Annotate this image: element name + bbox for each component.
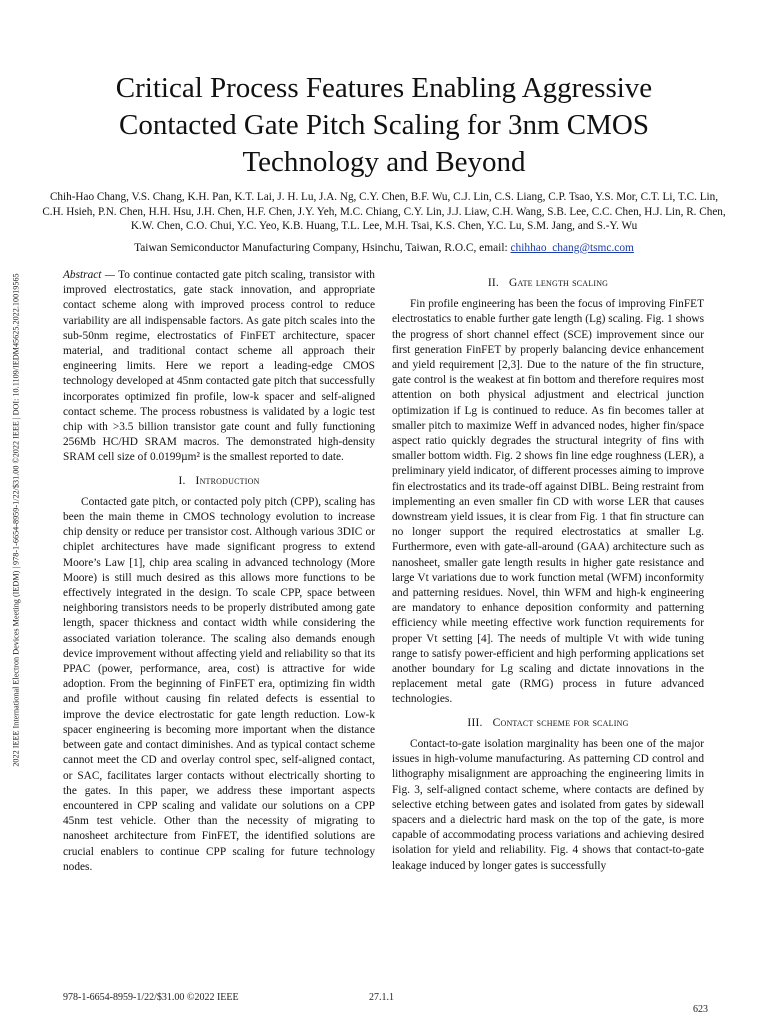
section-number: I.: [178, 474, 186, 487]
left-column: [63, 268, 375, 875]
section-title: Contact scheme for scaling: [492, 716, 629, 729]
abstract-label: Abstract —: [63, 269, 115, 281]
abstract-paragraph: [63, 268, 375, 466]
author-list: Chih-Hao Chang, V.S. Chang, K.H. Pan, K.T. Lai, J. H. Lu, J.A. Ng, C.Y. Chen, B.F. Wu, C.J. Lin, C.S. Liang, C.P. Tsao, Y.S. Mor, C.T. Li, T.C. Lin, C.H. Hsieh, P.N. Chen, H.H. Hsu, J.H. Chen, H.F. Chen, J.Y. Yeh, M.C. Chiang, C.Y. Lin, J.J. Liaw, C.H. Wang, S.B. Lee, C.C. Chen, H.J. Lin, R. Chen, K.W. Chen, C.O. Chui, Y.C. Yeo, K.B. Huang, T.L. Lee, M.H. Tsai, K.S. Chen, Y.C. Lu, S.M. Jang, and S.-Y. Wu: [42, 191, 726, 232]
gate-length-paragraph: Fin profile engineering has been the focus of improving FinFET electrostatics to enable further gate length (Lg) scaling. Fig. 1 shows the progress of short channel effect (SCE) improvement since our first generation FinFET by properly balancing device enhancement and yield requirement [2,3]. Due to the nature of the fin structure, gate control is the weakest at fin bottom and therefore requires most attention on both physical adjustment and electrical junction optimization if Lg is continued to reduce. As fin becomes taller at smaller pitch to maximize Weff in advanced nodes, higher fin/space aspect ratio quickly degrades the structural integrity of fins with smaller bottom width. Fig. 2 shows fin line edge roughness (LER), a preliminary yield indicator, of different processes aiming to improve fin electrostatics and its trade-off against DIBL. Being restraint from implementing an even smaller fin CD with worse LER that causes downstream yield issues, it is clear from Fig. 1 that fin structure can no longer support the required electrostatics at smaller Lg. Furthermore, even with gate-all-around (GAA) architecture such as nanosheet, smaller gate length results in higher gate resistance and large Vt variations due to work function metal (WFM) inconformity and patterning residues. Novel, thin WFM and high-k engineering are mandatory to enhance deposition conformity and patterning efficiency while meeting effective work function requirements for proper Vt setting [4]. The needs of multiple Vt with wide tuning range to satisfy power-efficient and high performing applications set another boundary for Lg scaling and dictate innovations in the replacement metal gate (RMG) process in future advanced technologies.: [392, 298, 704, 706]
footer-paper-number: 27.1.1: [369, 992, 394, 1003]
section-number: II.: [487, 277, 499, 289]
contact-scheme-paragraph: Contact-to-gate isolation marginality has been one of the major issues in high-volume manufacturing. As patterning CD control and lithography misalignment are approaching the engineering limits in Fig. 3, self-aligned contact scheme, where contacts are defined by selective etching between gates and isolated from gates by sidewall spacers and a dielectric hard mask on the top of the gate, is more capable of accommodating process variations and achieving desired isolation for yield and reliability. Fig. 4 shows that contact-to-gate leakage induced by longer gates is successfully: [392, 737, 704, 872]
section-heading-gate-length: [392, 276, 704, 291]
side-citation-text: 2022 IEEE International Electron Devices Meeting (IEDM) | 978-1-6654-8959-1/22/$31.00 ©2022 IEEE | DOI: 10.1109/IEDM45625.2022.10019565: [11, 273, 21, 767]
abstract-text: To continue contacted gate pitch scaling, transistor with improved electrostatics, gate stack innovation, and appropriate contact scheme along with improved process control to reduce variability are all indispensable factors. As gate pitch scales into the sub-50nm regime, electrostatics of FinFET architecture, spacer material, and traditional contact scheme all approach their engineering limits. Here we report a leading-edge CMOS technology developed at 45nm contacted gate pitch that successfully incorporates optimized fin profile, low-k spacer and self-aligned contact scheme. The process robustness is validated by a logic test chip with >3.5 billion transistor gate count and fully functioning 256Mb HC/HD SRAM macros. The demonstrated high-density SRAM cell size of 0.0199µm² is the smallest reported to date.: [63, 269, 375, 464]
introduction-paragraph: Contacted gate pitch, or contacted poly pitch (CPP), scaling has been the main theme in CMOS technology evolution to increase chip density or reduce per transistor cost. Although various 3DIC or chiplet architectures have made significant progress to extend Moore’s Law [1], chip area scaling in advanced technology (More Moore) is still much desired as this allows more functions to be effectively integrated in the design. To scale CPP, space between neighboring transistors needs to be properly distributed among gate length, spacer thickness and contact width while considering the associated variation tolerance. The scaling also demands enough device improvement without affecting yield and reliability so that its PPAC (power, performance, area, cost) is attractive for wide adoption. From the beginning of FinFET era, optimizing fin width and profile without causing fin related defects is essential to improve the device electrostatic for gate length reduction. Low-k spacer engineering is becoming more important when the distance between gate and contact diminishes. And as typical contact scheme cannot meet the CD and overlay control spec, self-aligned contact, or SAC, facilitates larger contacts without electrically shorting to the gates. In this paper, we address these important aspects encountered in CPP scaling and validate our solutions on a CPP 45nm test vehicle. Other than the necessity of migrating to nanosheet architecture from FinFET, the identified solutions are crucial enablers to continue CPP scaling for future technology nodes.: [63, 495, 375, 873]
paper-title: Critical Process Features Enabling Aggressive Contacted Gate Pitch Scaling for 3nm CMOS Technology and Beyond: [115, 72, 653, 178]
section-heading-introduction: [63, 474, 375, 489]
footer-copyright: 978-1-6654-8959-1/22/$31.00 ©2022 IEEE: [63, 992, 239, 1003]
page-number: 623: [693, 1004, 708, 1015]
affiliation-text: Taiwan Semiconductor Manufacturing Company, Hsinchu, Taiwan, R.O.C, email:: [134, 242, 511, 254]
section-title: Gate length scaling: [508, 277, 609, 289]
right-column: [392, 268, 704, 874]
section-heading-contact-scheme: [392, 716, 704, 731]
section-number: III.: [467, 716, 483, 729]
section-title: Introduction: [195, 474, 260, 487]
side-citation-note: [8, 200, 24, 840]
email-link[interactable]: chihhao_chang@tsmc.com: [510, 242, 634, 254]
affiliation: [40, 241, 728, 255]
